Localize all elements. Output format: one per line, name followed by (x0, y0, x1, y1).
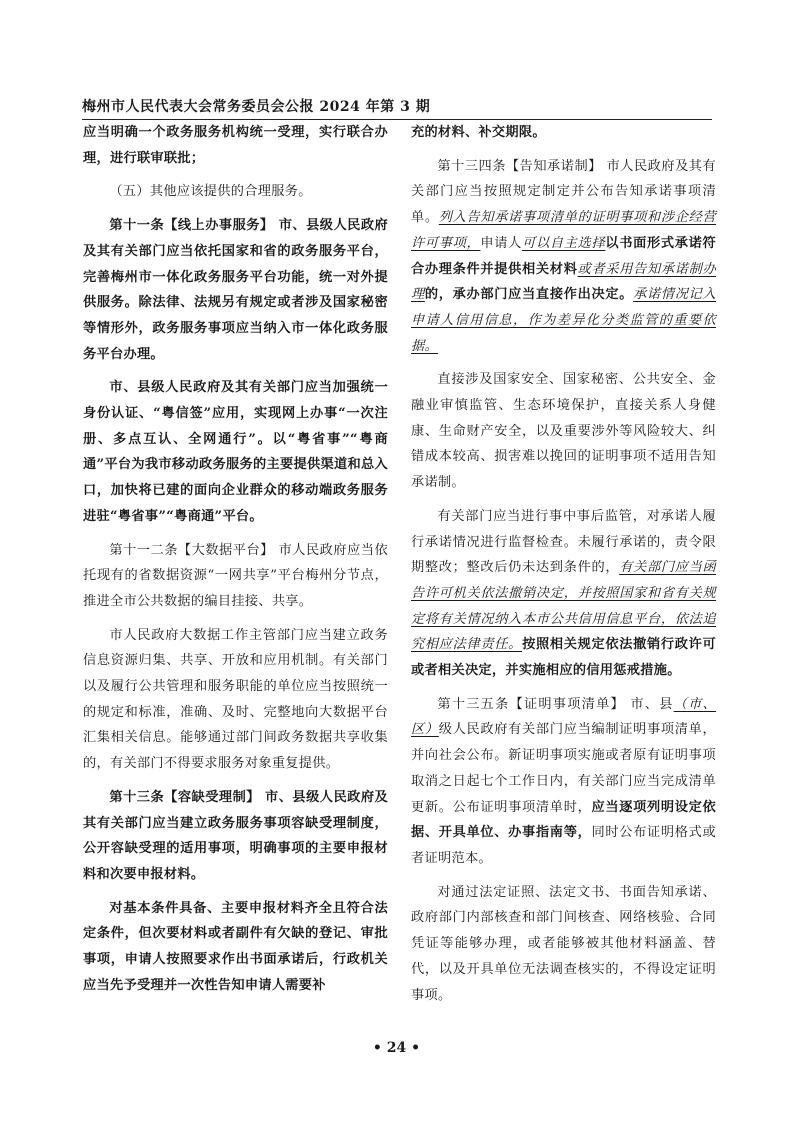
gazette-header: 梅州市人民代表大会常务委员会公报 2024 年第 3 期 (82, 99, 431, 115)
text-span: 的，承办部门应当直接作出决定。 (424, 287, 634, 303)
paragraph (411, 504, 716, 684)
text-span: 申请人 (480, 235, 523, 251)
article-11: 第十一条【线上办事服务】 市、县级人民政府及其有关部门应当依托国家和省的政务服务平台，完善梅州市一体化政务服务平台功能，统一对外提供服务。除法律、法规另有规定或者涉及国家秘密等情形外，政务服务事项应当纳入市一体化政务服务平台办理。 (83, 218, 388, 362)
article-13: 第十三条【容缺受理制】 市、县级人民政府及其有关部门应当建立政务服务事项容缺受理制度，公开容缺受理的适用事项，明确事项的主要申报材料和次要申报材料。 (83, 789, 388, 882)
inserted-text: 有关部门应当函告许可机关依法撤销决定，并按照国家和省有关规定将有关情况纳入本市公共信用信息平台，依法追究相应法律责任。 (411, 560, 716, 653)
left-column (83, 120, 388, 1007)
inserted-text: 列入告知承诺事项清单的证明事项和涉企经营许可事项， (411, 210, 716, 251)
text-span: 同时公布证明格式或者证明范本。 (411, 825, 716, 866)
inserted-text: 承诺情况记入申请人信用信息，作为差异化分类监管的重要依据。 (411, 287, 716, 354)
text-span: 第十三五条【证明事项清单】 市、县 (437, 696, 674, 712)
paragraph: 对基本条件具备、主要申报材料齐全且符合法定条件，但次要材料或者副件有欠缺的登记、审批事项，申请人按照要求作出书面承诺后，行政机关应当先予受理并一次性告知申请人需要补 (83, 900, 388, 993)
text-span: 按照相关规定依法撤销行政许可或者相关决定，并实施相应的信用惩戒措施。 (411, 637, 717, 679)
page-number: • 24 • (372, 1040, 421, 1056)
article-14 (411, 154, 716, 360)
paragraph: 市人民政府大数据工作主管部门应当建立政务信息资源归集、共享、开放和应用机制。有关部门以及履行公共管理和服务职能的单位应当按照统一的规定和标准，准确、及时、完整地向大数据平台汇集相关信息。能够通过部门间政务数据共享收集的，有关部门不得要求服务对象重复提供。 (83, 627, 388, 772)
text-span: 有关部门应当进行事中事后监管，对承诺人履行承诺情况进行监督检查。未履行承诺的，责令限期整改；整改后仍未达到条件的， (411, 508, 716, 576)
text-span: 级人民政府有关部门应当编制证明事项清单，并向社会公布。新证明事项实施或者原有证明事项取消之日起七个工作日内，有关部门应当完成清单更新。公布证明事项清单时， (411, 722, 716, 815)
inserted-text: 可以自主选择 (522, 235, 606, 251)
paragraph: （五）其他应该提供的合理服务。 (109, 184, 312, 200)
inserted-text: （市、区） (411, 696, 716, 738)
inserted-text: 或者采用告知承诺制办理 (411, 261, 716, 303)
paragraph: 市、县级人民政府及其有关部门应当加强统一身份认证、“粤信签”应用，实现网上办事“一次注册、多点互认、全网通行”。以“粤省事”“粤商通”平台为我市移动政务服务的主要提供渠道和总入口，加快将已建的面向企业群众的移动端政务服务进驻“粤省事”“粤商通”平台。 (83, 380, 388, 524)
article-12: 第十一二条【大数据平台】 市人民政府应当依托现有的省数据资源“一网共享”平台梅州分节点，推进全市公共数据的编目挂接、共享。 (83, 542, 388, 609)
text-span: 第十三四条【告知承诺制】 市人民政府及其有关部门应当按照规定制定并公布告知承诺事项清单。 (411, 158, 716, 226)
paragraph: 充的材料、补交期限。 (411, 125, 546, 140)
text-span: 以书面形式承诺符合办理条件并提供相关材料 (411, 235, 717, 277)
paragraph: 对通过法定证照、法定文书、书面告知承诺、政府部门内部核查和部门间核查、网络核验、合同凭证等能够办理，或者能够被其他材料涵盖、替代，以及开具单位无法调查核实的，不得设定证明事项。 (411, 884, 716, 1003)
right-column (411, 120, 716, 1016)
text-span: 应当逐项列明设定依据、开具单位、办事指南等， (411, 799, 716, 841)
article-15 (411, 692, 716, 872)
paragraph: 应当明确一个政务服务机构统一受理，实行联合办理，进行联审联批； (83, 125, 388, 166)
paragraph: 直接涉及国家安全、国家秘密、公共安全、金融业审慎监管、生态环境保护，直接关系人身健康、生命财产安全，以及重要涉外等风险较大、纠错成本较高、损害难以挽回的证明事项不适用告知承诺制。 (411, 372, 716, 491)
